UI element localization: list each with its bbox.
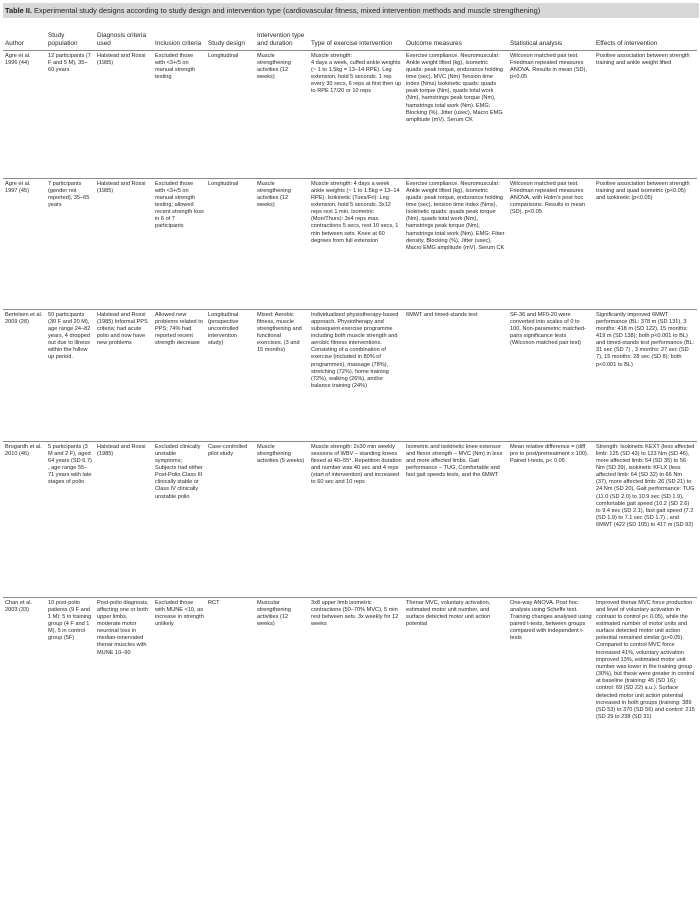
cell-inclusion: Excluded clinically unstable symptoms; Subjects had either Post-Polio Class III clinically stable or Class IV clinically unstable polio <box>155 443 203 500</box>
cell-effects: Significantly improved 6MWT performance (BL: 378 m (SD 131), 3 months: 418 m (SD 122), 15 months: 419 m (SD 138); both p<0.001 to BL) and timed-stands test performance (BL: 31 sec (SD 7) , 3 months: 27 sec (SD 7), 15 months: 28 sec (SD 8); both p<0.001 to BL) <box>596 311 695 368</box>
cell-outcomes: Exercise compliance. Neuromuscular: Ankle weight lifted (kg), Isometric quads: peak torque, endurance holding time (sec), tension time index (Nms), Isokinetic quads: quads peak torque (Nm), quads total work (Nm), hamstrings peak torque (Nm), hamstrings total work (Nm). EMG: Fiber density, Blocking (%), Jitter (usec), Macro EMG amplitude (mV). Serum CK <box>406 180 505 251</box>
header-row <box>3 18 697 50</box>
header-study-design: Study design <box>208 39 245 47</box>
cell-inclusion: Excluded those with <3+/5 on manual strength testing <box>155 52 196 80</box>
cell-exercise: Muscle strength: 2x30 min weekly sessions of WBV – standing knees flexed at 40–55°. Repetition duration and number was 40 sec and 4 reps (start of intervention) and increased to 60 sec and 10 reps <box>311 443 402 486</box>
table-row-chan-2003 <box>3 597 697 721</box>
cell-design: Case-controlled pilot study <box>208 443 248 457</box>
header-statistical-analysis: Statistical analysis <box>510 39 563 47</box>
study-designs-table <box>3 18 697 721</box>
cell-inclusion: Excluded those with <3+/5 on manual strength testing; allowed recent strength loss in 6 of 7 participants <box>155 180 204 230</box>
cell-diagnosis: Halstead and Rossi (1985) <box>97 180 146 194</box>
header-intervention-type: Intervention type and duration <box>257 31 305 47</box>
cell-stats: Mean relative difference = (diff pre to post/pretreatment x 100). Paired t-tests, p< 0.05 <box>510 443 589 464</box>
cell-inclusion: Allowed new problems related to PPS; 74% had reported recent strength decrease <box>155 311 203 347</box>
cell-diagnosis: Halstead and Rossi (1985) <box>97 52 146 66</box>
cell-exercise: Individualised physiotherapy-based approach. Physiotherapy and subsequent exercise programme including both muscle strength and aerobic fitness interventions. Consisting of a combination of exercise (included in 80% of programmes), massage (78%), stretching (72%), home training (72%), walking (26%), and/or balance training (24%) <box>311 311 399 390</box>
cell-author: Agre et al. 1996 (44) <box>5 52 31 66</box>
cell-intervention: Muscle strengthening activities (5 weeks) <box>257 443 305 464</box>
cell-stats: SF-36 and MF0-20 were converted into scales of 0 to 100. Non-parametric matched-pairs significance tests (Wilcoxon matched pair test) <box>510 311 586 347</box>
cell-exercise: 3x8 upper limb isometric contractions (50–70% MVC), 5 min rest between sets. 3x weekly for 12 weeks <box>311 599 399 627</box>
cell-stats: Wilcoxon matched pair test. Friedman repeated measures ANOVA. Results in mean (SD), p<0.05 <box>510 52 587 80</box>
header-study-population: Study population <box>48 31 78 47</box>
cell-author: Bertelsen et al. 2009 (28) <box>5 311 43 325</box>
cell-exercise: Muscle strength: 4 days a week, cuffed ankle weights (~ 1 to 1.5kg = 13–14 RPE). Leg extension, hold 5 seconds. 1 rep every 30 secs, 6 reps at first then up to RPE 17/20 or 10 reps <box>311 52 402 95</box>
table-row-agre-1997 <box>3 178 697 309</box>
cell-population: 12 participants (7 F and 5 M), 35–60 years <box>48 52 91 73</box>
cell-effects: Positive association between strength training and quad isometric (p<0.05) and isokinetic (p<0.05) <box>596 180 690 201</box>
cell-design: Longitudinal (prospective uncontrolled intervention study) <box>208 311 239 347</box>
cell-population: 10 post-polio patients (9 F and 1 M): 5 in training group (4 F and 1 M), 5 in control group (5F) <box>48 599 92 642</box>
table-caption <box>3 3 699 18</box>
cell-author: Agre et al. 1997 (45) <box>5 180 31 194</box>
cell-population: 7 participants (gender not reported), 35–65 years <box>48 180 90 208</box>
cell-design: Longitudinal <box>208 180 239 187</box>
table-caption-text: Experimental study designs according to study design and intervention type (cardiovascular fitness, mixed intervention methods and muscle strengthening) <box>34 6 541 15</box>
header-inclusion-criteria: Inclusion criteria <box>155 39 202 47</box>
cell-author: Brogardh et al. 2010 (46) <box>5 443 42 457</box>
table-row-brogardh-2010 <box>3 441 697 597</box>
cell-effects: Improved thenar MVC force production and level of voluntary activation in contrast to control p< 0.05), while the estimated number of motor units and surface detected motor unit action potential remained similar (p>0.05). Compared to control MVC force increased 41%, voluntary activation improved 13%, estimated motor unit number was lower in the training group (30%), but these were greater in control at baseline (training: 45 (SD 16); control: 69 (SD 22) a.u.). Surface detected motor unit action potential increased in both groups (training: 389 (SD 53) to 370 (SD 56) and control: 215 (SD 29 to 238 (SD 31) <box>596 599 695 720</box>
cell-intervention: Mixed: Aerobic fitness, muscle strengthening and functional exercises. (3 and 15 months) <box>257 311 302 354</box>
cell-outcomes: Thenar MVC, voluntary activation, estimated motor unit number, and surface detected motor unit action potential <box>406 599 491 627</box>
cell-effects: Strength: Isokinetic KEXT (less affected limb: 125 (SD 43) to 123 Nm (SD 46), more affected limb: 54 (SD 35) to 56 Nm (SD 39), isokinetic KFLX (less affected limb: 64 (SD 32) to 66 Nm (37), more affected limb: 26 (SD 21) to 24 Nm (SD 20), Gait performance: TUG (11.0 (SD 2.0) to 10.9 sec (SD 1.9), comfortable gait speed (10.2 (SD 2.6) to 9.4 sec (SD 2.1), fast gait speed (7.2 (SD 1.9) to 7.1 sec (SD 1.7) , and 6MWT (422 (SD 105) to 417 m (SD 92) <box>596 443 695 529</box>
cell-effects: Positive association between strength training and ankle weight lifted <box>596 52 690 66</box>
table-caption-label: Table II. <box>5 6 32 15</box>
cell-outcomes: Exercise compliance. Neuromuscular: Ankle weight lifted (kg), Isometric quads: peak torque, endurance holding time (sec), MVC (Nm) Tension time index (Nms) Isokinetic quads: quads peak torque (Nm), quads total work (Nm), hamstrings peak torque (Nm), hamstrings total work (Nm). EMG: Blocking (%), Jitter (usec), Macro EMG amplitude (mV). Serum CK <box>406 52 504 123</box>
header-effects: Effects of intervention <box>596 39 658 47</box>
cell-diagnosis: Post-polio diagnosis, affecting one or both upper limbs, moderate motor neuronal loss in median-innervated thenar muscles with MUNE 10–90 <box>97 599 149 656</box>
cell-diagnosis: Halstead and Rossi (1985) Informal PPS criteria; had acute polio and now have new problems <box>97 311 148 347</box>
cell-exercise: Muscle strength: 4 days a week ankle weights (~ 1 to 1.5kg = 13–14 RPE). Isokinetic (Tues/Fri): Leg extension, hold 5 seconds. 3x12 reps rest 1 min. Isometric (Mon/Thurs): 3x4 reps max. contractions 5 secs, rest 10 secs, 1 min between sets. Knee at 60 degrees from full extension <box>311 180 400 244</box>
cell-author: Chan et al. 2003 (33) <box>5 599 33 613</box>
cell-design: Longitudinal <box>208 52 239 59</box>
header-diagnosis-criteria: Diagnosis criteria used <box>97 31 147 47</box>
cell-stats: Wilcoxon matched pair test. Friedman repeated measures ANOVA, with Holm's post hoc comparisons. Results in mean (SD), p<0.05 <box>510 180 585 216</box>
table-row-bertelsen-2009 <box>3 309 697 441</box>
cell-outcomes: 6MWT and timed-stands test <box>406 311 478 318</box>
cell-population: 5 participants (3 M and 2 F), aged 64 years (SD 6.7) , age range 55–71 years with late stages of polio <box>48 443 92 486</box>
cell-outcomes: Isometric and isokinetic knee extensor and flexor strength – MVC (Nm) in less and more affected limbs. Gait performance – TUG, Comfortable and fast gait speeds tests, and the 6MWT <box>406 443 503 479</box>
cell-intervention: Muscle strengthening activities (12 weeks) <box>257 52 291 80</box>
cell-stats: One-way ANOVA. Post hoc analysis using Scheffe test. Training changes analysed using paired t-tests, between groups compared with independent t-tests <box>510 599 592 642</box>
cell-inclusion: Excluded those with MUNE <10, as increase in strength unlikely <box>155 599 204 627</box>
cell-intervention: Muscle strengthening activities (12 weeks) <box>257 180 291 208</box>
header-author: Author <box>5 39 24 47</box>
table-row-agre-1996 <box>3 50 697 178</box>
cell-design: RCT <box>208 599 220 606</box>
cell-population: 50 participants (30 F and 20 M), age range 24–82 years, 4 dropped out due to illness within the follow up period. <box>48 311 91 361</box>
header-exercise-type: Type of exercise intervention <box>311 39 393 47</box>
header-outcome-measures: Outcome measures <box>406 39 462 47</box>
cell-diagnosis: Halstead and Rossi (1985) <box>97 443 146 457</box>
cell-intervention: Muscular strengthening activities (12 weeks) <box>257 599 291 627</box>
